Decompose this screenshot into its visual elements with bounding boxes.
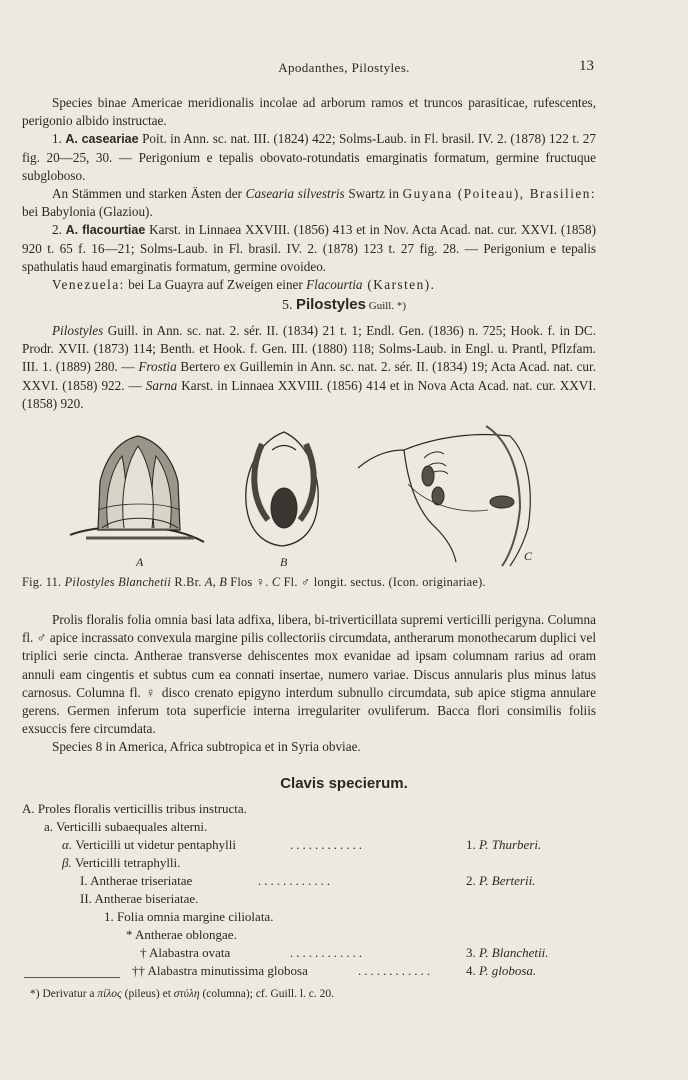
figure-11 [58, 410, 618, 570]
genus-name: Pilostyles [295, 296, 366, 313]
section-heading [0, 296, 688, 314]
syn-genus: Pilostyles [52, 323, 104, 338]
synonymy-paragraph [22, 322, 596, 413]
key-species-number: 2. [466, 873, 479, 888]
key-text: Verticilli tetraphylli. [71, 855, 181, 870]
key-leader-dots: ............ [290, 945, 365, 960]
key-line: †† Alabastra minutissima globosa [132, 963, 308, 978]
key-result [466, 945, 548, 961]
caption-panel-ref: A, B [204, 575, 227, 589]
syn-genus: Sarna [145, 377, 178, 393]
botanical-illustration [58, 410, 618, 570]
description-paragraph: Prolis floralis folia omnia basi lata adfixa, libera, bi-triverticillata supremi verticilli perigyna. Columna fl. ♂ apice incrassato convexula margine pilis collectoriis circumdata, antherarum monothecarum duplici vel triplici serie cincta. Antherae transverse dehiscentes mox evanidae ad ipsam columnam rarius ad oram annuli eam cingentis et subtus cum ea connati insertae, numero variae. Discus annularis plus minus latus carnosus. Columna fl. ♀ disco crenato epigyno interdum subnullo circumdata, sub apice stigma annulare gerens. Germen inferum tota superficie interna irregulariter ovuliferum. Bacca flori consimilis foliis exsuccis fere circumdata. [22, 612, 596, 737]
section-number: 5. [281, 298, 296, 313]
key-leader-dots: ............ [358, 963, 433, 978]
genus-description-block [22, 611, 596, 757]
key-species-name: P. globosa. [479, 963, 537, 978]
dist-text: Swartz in [344, 186, 403, 202]
dist-text: bei Babylonia (Glaziou). [22, 204, 153, 220]
key-label: β. [62, 855, 72, 870]
key-species-number: 1. [466, 837, 479, 852]
figure-label-a: A [136, 555, 144, 569]
key-result [466, 963, 536, 979]
key-line: a. Verticilli subaequales alterni. [44, 819, 208, 834]
species-name: A. caseariae [65, 132, 139, 147]
species-2-distribution [22, 276, 596, 294]
key-line: I. Antherae triseriatae [80, 873, 193, 888]
caption-species: Pilostyles Blanchetii [64, 575, 172, 589]
dist-text: bei La Guayra auf Zweigen einer [124, 277, 307, 293]
footnote-text: (columna); cf. Guill. l. c. 20. [199, 988, 335, 1000]
species-number: 2. [52, 222, 66, 238]
syn-text: Guill. in Ann. sc. nat. 2. sér. II. (1834) 21 t. 1; Endl. Gen. (1836) n. 725; Hook. f. in DC. Prodr. XVII. (1873) 114; Benth. et Hook. f. Gen. III. (1880) 118; Solms-Laub. in Engl. u. Prantl, Pflzfam. III. 1. (1889) 280. — [22, 323, 596, 375]
footnote-text: *) Derivatur a [30, 988, 98, 1000]
key-line: II. Antherae biseriatae. [80, 891, 199, 906]
figure-caption [22, 575, 602, 590]
syn-text: Karst. in Linnaea XXVIII. (1856) 414 et in Nova Acta Acad. nat. cur. XXVI. (1858) 920. [22, 377, 596, 411]
key-line: 1. Folia omnia margine ciliolata. [104, 909, 274, 924]
key-leader-dots: ............ [258, 873, 333, 888]
key-title: Clavis specierum. [280, 775, 408, 792]
key-leader-dots: ............ [290, 837, 365, 852]
key-species-name: P. Berterii. [479, 873, 536, 888]
species-1-entry [22, 130, 596, 185]
host-name: Flacourtia [306, 277, 363, 293]
flower-a-illustration [70, 436, 204, 542]
caption-text: Flos ♀. [226, 575, 272, 589]
page-number: 13 [579, 58, 594, 74]
genus-author: Guill. *) [366, 300, 407, 312]
species-1-distribution [22, 185, 596, 221]
host-name: Casearia silvestris [245, 186, 345, 202]
dist-text: An Stämmen und starken Ästen der [52, 186, 246, 202]
flower-b-illustration [246, 432, 318, 546]
key-label: α. [62, 837, 73, 852]
greek-word: πίλος [97, 988, 122, 1000]
genus-synonymy-block [22, 322, 596, 413]
key-line: A. Proles floralis verticillis tribus instructa. [22, 801, 247, 816]
caption-text: Fl. ♂ longit. sectus. (Icon. originariae). [280, 575, 486, 589]
dist-text: (Karsten). [362, 277, 436, 293]
footnote-text: (pileus) et [121, 988, 174, 1000]
species-count-paragraph: Species 8 in America, Africa subtropica et in Syria obviae. [52, 739, 361, 755]
apodanthes-species-block [22, 94, 596, 294]
species-citation: Poit. in Ann. sc. nat. III. (1824) 422; Solms-Laub. in Fl. brasil. IV. 2. (1878) 122 t. 27 fig. 20—25, 30. — Perigonium e tepalis obovato-rotundatis emarginatis formatum, germine fructuque subgloboso. [22, 131, 596, 183]
key-text: Verticilli ut videtur pentaphylli [72, 837, 236, 852]
key-line [62, 837, 236, 853]
caption-author: R.Br. [171, 575, 205, 589]
syn-genus: Frostia [138, 359, 177, 375]
key-line [62, 855, 180, 871]
key-result [466, 873, 535, 889]
key-species-number: 3. [466, 945, 479, 960]
key-line: * Antherae oblongae. [126, 927, 237, 942]
footnote-rule [24, 977, 120, 978]
figure-label-c: C [524, 549, 533, 563]
key-species-name: P. Blanchetii. [479, 945, 549, 960]
species-2-entry [22, 221, 596, 276]
genus-intro-paragraph: Species binae Americae meridionalis incolae ad arborum ramos et truncos parasiticae, rufescentes, perigonio albido instructae. [22, 95, 596, 129]
syn-text: Bertero ex Guillemin in Ann. sc. nat. 2. sér. II. (1834) 19; Acta Acad. nat. cur. XXVI. (1858) 922. — [22, 359, 596, 393]
footnote [30, 988, 334, 1000]
key-species-name: P. Thurberi. [479, 837, 542, 852]
dist-region: Guyana (Poiteau), Brasilien: [402, 186, 596, 202]
caption-fig-number: Fig. 11. [22, 575, 65, 589]
species-citation: Karst. in Linnaea XXVIII. (1856) 413 et in Nov. Acta Acad. nat. cur. XXVI. (1858) 920 t. 65 f. 16—21; Solms-Laub. in Fl. brasil. IV. 2. (1878) 123 t. 27 fig. 28. — Perigonium e tepalis spathulatis haud emarginatis formatum, germine ovoideo. [22, 222, 596, 274]
dist-region: Venezuela: [52, 277, 125, 293]
key-species-number: 4. [466, 963, 479, 978]
flower-c-section-illustration [358, 426, 530, 566]
figure-label-b: B [280, 555, 288, 569]
caption-panel-ref: C [271, 575, 281, 589]
key-line: † Alabastra ovata [140, 945, 231, 960]
species-number: 1. [52, 131, 66, 147]
running-title: Apodanthes, Pilostyles. [278, 60, 410, 75]
greek-word: στύλη [173, 988, 200, 1000]
key-result [466, 837, 541, 853]
species-name: A. flacourtiae [65, 223, 146, 238]
